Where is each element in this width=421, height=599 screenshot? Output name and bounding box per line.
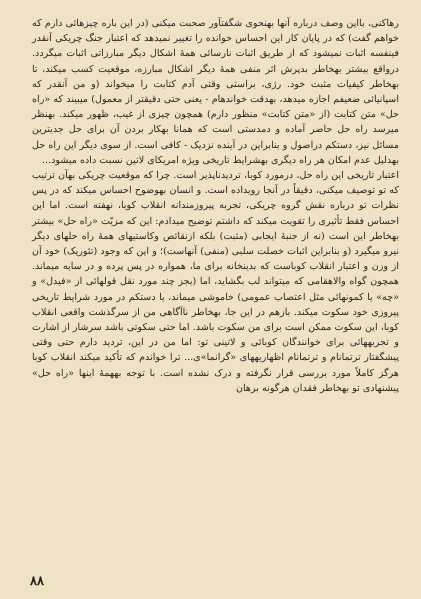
paragraph-2: اعتبار تاریخی این راه حل، درمورد کوبا، تردیدناپذیر است. چرا که موقعیت چریکی بهآن ترتیب که تو توصیف میکنی، دقیقاً در آنجا رویداده است. و انسان بهوضوح احساس میکند که در پس نظرات تو درباره نقش گروه چریکی، تجربه پیروزمندانه انقلاب کوبا، نهفته است. اما این احساس فقط تأثیری را تقویت میکند که داشتم توضیح میدادم: این که مزیّت «راه حل» بیشتر بهخاطر این است (نه از جنبهٔ ایجابی (مثبت) بلکه ازنقائص وکاستیهای همهٔ راه حلهای دیگر نیرو میگیرد (و بنابراین اثبات خصلت سلبی (منفی) آنهاست)؛ و این که وجود (تئوریک) خود آن از وزن و اعتبار انقلاب کوباست که بدینخانه برای ما، همواره در پس پرده و در سایه میماند. همچون گواه والاهقامی که میتواند لب بگشاید، اما (بجز چند مورد نقل قولهائی از «فیدل» و «چه» یا کمونهائی مثل اعتصاب عمومی) خاموشی میماند، یا دستکم در مورد شرایط تاریخی پیروزی خود سکوت میکند. بازهم در این جا، بهخاطر ناآگاهی من از سرگذشت واقعی انقلاب کوبا، این سکوت ممکن است برای من سکوت باشد. اما حتی سکوتی باشد سرشار از اشارت و تجربههائی برای خوانندگان کوبائی و لاتینی تو: اما من در این، تردید دارم حتی وقتی پیشگفتار ترتمانام و ترتمانام اظهاریههای «گرانما»ی... ترا خواندم که تأکید میکند انقلاب کوبا هرگز کاملاً مورد بررسی قرار نگرفته و درک نشده است. با توجه بههمهٔ اینها «راه حل» پیشنهادی تو بهخاطر فقدان هرگونه برهان [32,170,399,394]
body-text [32,16,399,396]
paragraph-1: رهاکنی، بااین وصف درباره آنها بهنحوی شگفتآور صحبت میکنی (در این باره چیزهائی دارم که خواهم گفت) که در پایان کار این احساس خوانده را تغییر نمیدهد که اعتبار جنگ چریکی آنقدر فینفسه اثبات نمیشود که از طریق اثبات نارسائی همهٔ اشکال دیگر مبارزاتی اثبات میگردد. درواقع بیشتر بهخاطر بدپرش اثر منفی همهٔ دیگر اشکال مبارزه، موقعیت کسب میکند، تا بهخاطر کیفیات مثبت خود. رژی، براستی وقتی آدم کتابت را میخواند (و من آنقدر که اسپانیائی ضعیفم اجازه میدهد، بهدقت خواندهام - یعنی حتی دقیقتر از معمول) میبیند که «راه حل» متن کتابت (از «متن کتابت» منظور دارم) همچون چیزی از غیب، ظهور میکند. بهنظر میرسد راه حل حاضر آماده و دمدستی است که همانا بهکار بردن آن برای حل جدیترین مسائل نیز، دستکم دراصول و بنابراین در آینده نزدیک - کافی است. از سوی دیگر این راه حل بهدلیل عدم امکان هر راه دیگری بهشرایط تاریخی ویژه امریکای لاتین نسبت داده میشود... [32,18,399,166]
page-number: ۸۸ [30,574,44,589]
